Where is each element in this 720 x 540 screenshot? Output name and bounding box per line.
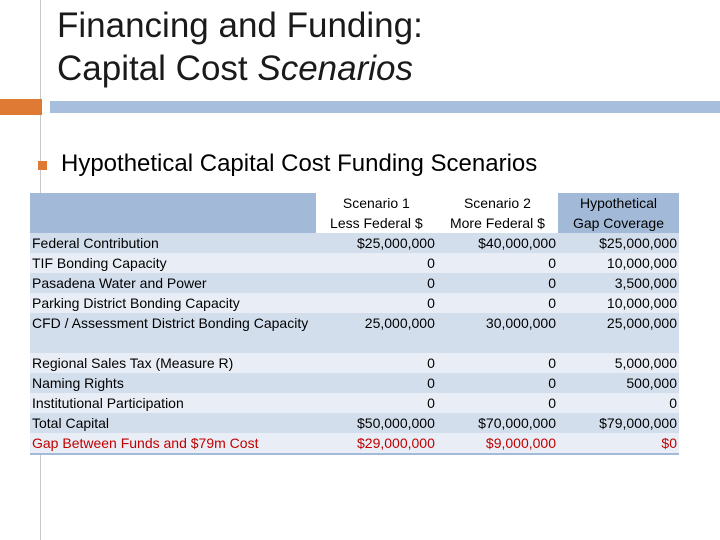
header-cell	[30, 213, 316, 233]
row-label: Parking District Bonding Capacity	[32, 295, 240, 311]
table-row	[30, 353, 679, 373]
row-scenario-1: 25,000,000	[364, 315, 435, 331]
row-label: Pasadena Water and Power	[32, 275, 207, 291]
row-scenario-1: 0	[427, 275, 435, 291]
row-scenario-1: $25,000,000	[357, 235, 435, 251]
row-hypothetical: 0	[669, 395, 677, 411]
total-hypothetical: $79,000,000	[599, 415, 677, 431]
total-scenario-2: $70,000,000	[478, 415, 556, 431]
table-row	[30, 253, 679, 273]
row-hypothetical: 3,500,000	[614, 275, 677, 291]
row-label: Naming Rights	[32, 375, 124, 391]
row-label: CFD / Assessment District Bonding Capacity	[32, 315, 309, 331]
bullet-text: Hypothetical Capital Cost Funding Scenarios	[61, 150, 538, 177]
gap-scenario-1: $29,000,000	[316, 433, 437, 454]
header-scenario-2: Scenario 2	[463, 195, 531, 211]
row-scenario-1: 0	[427, 255, 435, 271]
row-scenario-2: $40,000,000	[478, 235, 556, 251]
header-less-federal: Less Federal $	[330, 215, 423, 231]
row-hypothetical: $25,000,000	[599, 235, 677, 251]
bullet-square-icon	[38, 161, 47, 170]
title-line-2-normal: Capital Cost	[57, 49, 258, 88]
funding-table	[30, 193, 679, 455]
table-row	[30, 273, 679, 293]
gap-hypothetical: $0	[558, 433, 679, 454]
row-scenario-1: 0	[427, 395, 435, 411]
row-scenario-1: 0	[427, 375, 435, 391]
row-scenario-2: 30,000,000	[485, 315, 556, 331]
row-scenario-2: 0	[548, 375, 556, 391]
row-label: TIF Bonding Capacity	[32, 255, 167, 271]
title-line-2	[57, 47, 423, 90]
header-more-federal: More Federal $	[449, 215, 545, 231]
table-header-row-1	[30, 193, 679, 213]
row-scenario-1: 0	[427, 295, 435, 311]
row-scenario-2: 0	[548, 395, 556, 411]
total-scenario-1: $50,000,000	[357, 415, 435, 431]
table-row	[30, 373, 679, 393]
gap-scenario-2: $9,000,000	[437, 433, 558, 454]
row-label: Regional Sales Tax (Measure R)	[32, 355, 234, 371]
total-row	[30, 413, 679, 433]
row-hypothetical: 500,000	[626, 375, 677, 391]
gap-row	[30, 433, 679, 454]
row-scenario-2: 0	[548, 275, 556, 291]
row-scenario-1: 0	[427, 355, 435, 371]
row-scenario-2: 0	[548, 255, 556, 271]
row-scenario-2: 0	[548, 295, 556, 311]
title-line-1: Financing and Funding:	[57, 6, 423, 45]
header-scenario-1: Scenario 1	[342, 195, 410, 211]
blue-accent-bar	[50, 101, 720, 113]
row-hypothetical: 10,000,000	[606, 295, 677, 311]
row-hypothetical: 10,000,000	[606, 255, 677, 271]
table-row	[30, 393, 679, 413]
header-hypothetical: Hypothetical	[558, 193, 679, 213]
title-line-2-italic: Scenarios	[257, 49, 414, 88]
header-gap-coverage: Gap Coverage	[558, 213, 679, 233]
total-label: Total Capital	[32, 415, 110, 431]
row-label: Federal Contribution	[32, 235, 159, 251]
header-cell	[30, 193, 316, 213]
table-header-row-2	[30, 213, 679, 233]
slide-title	[57, 4, 423, 90]
row-hypothetical: 25,000,000	[606, 315, 677, 331]
bullet-item	[38, 150, 537, 178]
table-row	[30, 233, 679, 253]
row-hypothetical: 5,000,000	[614, 355, 677, 371]
orange-accent-bar	[0, 99, 42, 115]
row-label: Institutional Participation	[32, 395, 184, 411]
row-scenario-2: 0	[548, 355, 556, 371]
table-row	[30, 313, 679, 353]
table-row	[30, 293, 679, 313]
gap-label: Gap Between Funds and $79m Cost	[30, 433, 316, 454]
